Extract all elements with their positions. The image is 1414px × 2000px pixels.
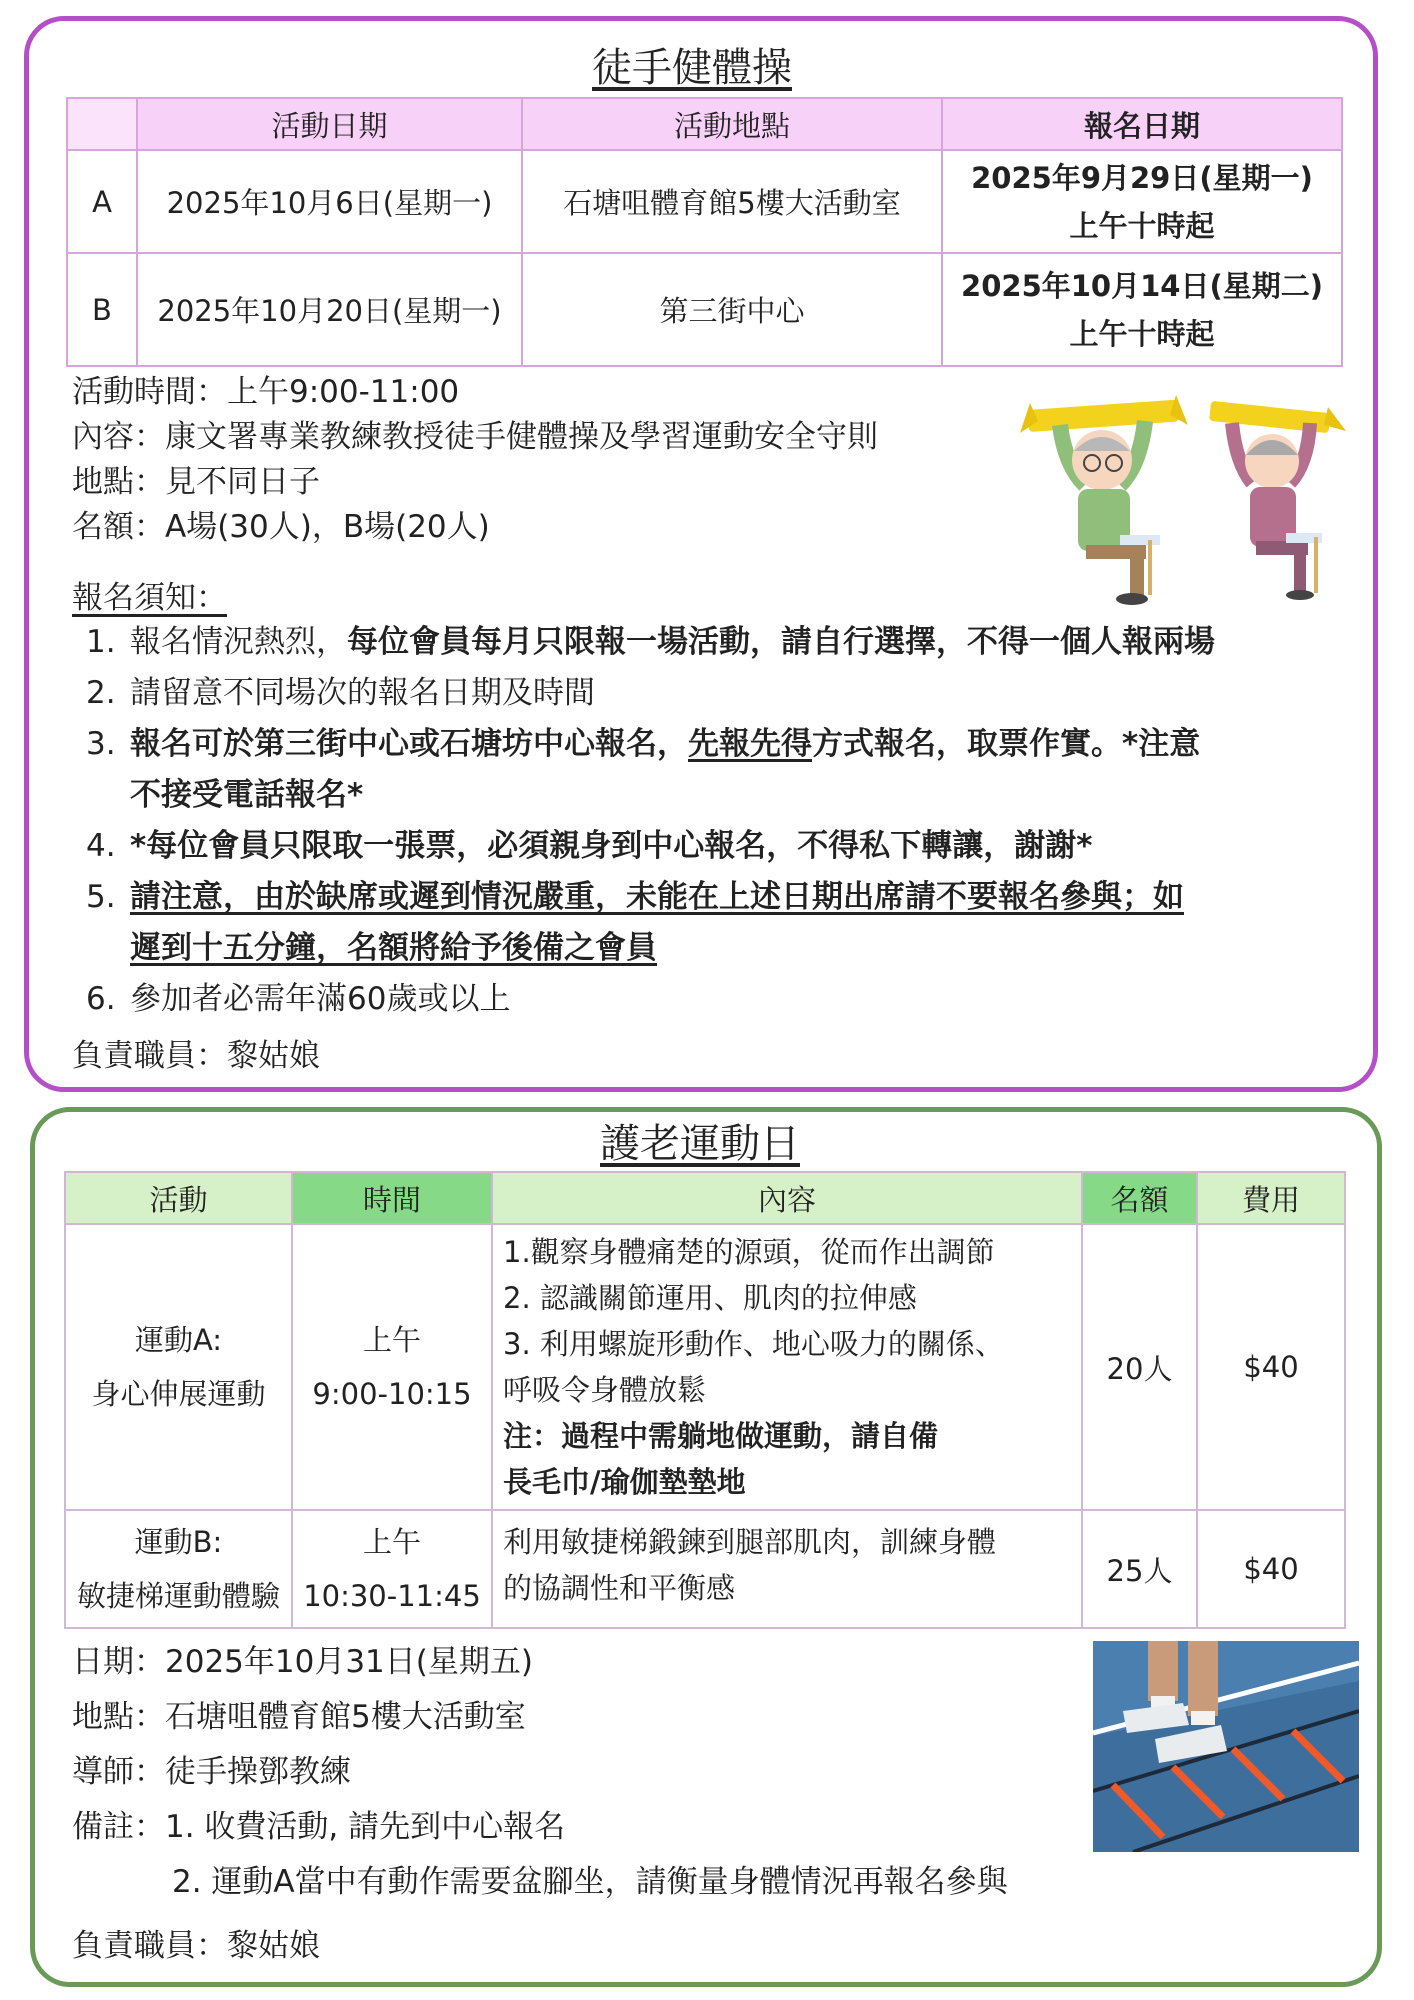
activity-cell <box>65 1224 292 1510</box>
activity-code: 運動A: <box>134 1323 223 1357</box>
notice-underlined-text: 先報先得 <box>688 726 812 762</box>
activity-quota: 名額：A場(30人)，B場(20人) <box>72 509 490 545</box>
table-header-row <box>67 98 1342 150</box>
activity-cell <box>65 1510 292 1628</box>
staff-in-charge: 負責職員：黎姑娘 <box>72 1928 320 1964</box>
event-remark-1: 備註：1. 收費活動, 請先到中心報名 <box>72 1809 566 1845</box>
header-blank <box>67 98 137 150</box>
registration-time: 上午十時起 <box>1069 316 1215 351</box>
time-period: 上午 <box>362 1323 421 1357</box>
event-remark-2: 2. 運動A當中有動作需要盆腳坐，請衡量身體情況再報名參與 <box>172 1864 1008 1900</box>
time-cell <box>292 1224 492 1510</box>
notice-bold-text: 每位會員每月只限報一場活動，請自行選擇，不得一個人報兩場 <box>347 624 1215 660</box>
sports-day-table <box>64 1171 1346 1629</box>
header-venue: 活動地點 <box>522 98 942 150</box>
notice-number: 6. <box>86 981 116 1017</box>
content-cell <box>492 1224 1082 1510</box>
content-line: 1.觀察身體痛楚的源頭，從而作出調節 <box>503 1235 995 1269</box>
notice-number: 3. <box>86 726 116 762</box>
content-note: 長毛巾/瑜伽墊墊地 <box>503 1465 746 1499</box>
notice-underlined-text: 請注意，由於缺席或遲到情況嚴重，未能在上述日期出席請不要報名參與；如 <box>130 879 1184 915</box>
header-date: 活動日期 <box>137 98 522 150</box>
header-content: 內容 <box>492 1172 1082 1224</box>
notice-bold-text: *每位會員只限取一張票，必須親身到中心報名，不得私下轉讓，謝謝* <box>130 828 1093 864</box>
activity-name: 身心伸展運動 <box>91 1377 266 1411</box>
row-date: 2025年10月6日(星期一) <box>137 150 522 253</box>
notice-text: 報名情況熱烈， <box>130 624 347 660</box>
table-header-row <box>65 1172 1345 1224</box>
notice-number: 5. <box>86 879 116 915</box>
row-registration <box>942 150 1342 253</box>
table-row <box>67 150 1342 253</box>
activity-info <box>72 370 878 550</box>
activity-time: 活動時間：上午9:00-11:00 <box>72 374 460 410</box>
notice-item <box>86 821 1336 872</box>
header-fee: 費用 <box>1197 1172 1345 1224</box>
notice-number: 1. <box>86 624 116 660</box>
content-cell <box>492 1510 1082 1628</box>
notice-bold-text: 報名可於第三街中心或石塘坊中心報名， <box>130 726 688 762</box>
time-range: 10:30-11:45 <box>303 1579 481 1613</box>
header-quota: 名額 <box>1082 1172 1197 1224</box>
header-registration: 報名日期 <box>942 98 1342 150</box>
notice-list <box>86 617 1336 1025</box>
notice-number: 4. <box>86 828 116 864</box>
time-cell <box>292 1510 492 1628</box>
event-location: 地點：石塘咀體育館5樓大活動室 <box>72 1699 526 1735</box>
registration-date: 2025年10月14日(星期二) <box>961 268 1323 303</box>
elderly-exercise-illustration <box>1020 385 1350 615</box>
content-line: 利用敏捷梯鍛鍊到腿部肌肉，訓練身體 <box>503 1525 997 1559</box>
fee-cell: $40 <box>1197 1224 1345 1510</box>
content-line: 呼吸令身體放鬆 <box>503 1373 707 1407</box>
event-date: 日期：2025年10月31日(星期五) <box>72 1644 533 1680</box>
notice-text: 請留意不同場次的報名日期及時間 <box>130 675 595 711</box>
notice-text: 參加者必需年滿60歲或以上 <box>130 981 511 1017</box>
section2-title: 護老運動日 <box>600 1121 800 1167</box>
table-row <box>67 253 1342 366</box>
notice-bold-text: 不接受電話報名* <box>130 777 364 813</box>
fee-cell: $40 <box>1197 1510 1345 1628</box>
table-row <box>65 1224 1345 1510</box>
content-line: 的協調性和平衡感 <box>503 1571 736 1605</box>
header-activity: 活動 <box>65 1172 292 1224</box>
notice-item <box>86 617 1336 668</box>
quota-cell: 20人 <box>1082 1224 1197 1510</box>
header-time: 時間 <box>292 1172 492 1224</box>
notice-title: 報名須知： <box>72 580 227 616</box>
activity-code: 運動B: <box>134 1525 223 1559</box>
section1-title: 徒手健體操 <box>592 45 792 91</box>
content-line: 3. 利用螺旋形動作、地心吸力的關係、 <box>503 1327 1004 1361</box>
notice-item <box>86 974 1336 1025</box>
sports-day-info <box>72 1635 1008 1910</box>
time-range: 9:00-10:15 <box>312 1377 472 1411</box>
row-venue: 第三街中心 <box>522 253 942 366</box>
content-note: 注：過程中需躺地做運動，請自備 <box>503 1419 939 1453</box>
content-line: 2. 認識關節運用、肌肉的拉伸感 <box>503 1281 917 1315</box>
notice-bold-text: 方式報名，取票作實。*注意 <box>812 726 1201 762</box>
table-row <box>65 1510 1345 1628</box>
quota-cell: 25人 <box>1082 1510 1197 1628</box>
activity-name: 敏捷梯運動體驗 <box>76 1579 280 1613</box>
notice-item <box>86 872 1336 974</box>
schedule-table <box>66 97 1343 367</box>
activity-content: 內容：康文署專業教練教授徒手健體操及學習運動安全守則 <box>72 419 878 455</box>
staff-in-charge: 負責職員：黎姑娘 <box>72 1038 320 1074</box>
row-venue: 石塘咀體育館5樓大活動室 <box>522 150 942 253</box>
registration-date: 2025年9月29日(星期一) <box>971 160 1313 195</box>
notice-number: 2. <box>86 675 116 711</box>
agility-ladder-photo <box>1093 1641 1359 1852</box>
row-label: B <box>67 253 137 366</box>
registration-time: 上午十時起 <box>1069 208 1215 243</box>
event-instructor: 導師：徒手操鄧教練 <box>72 1754 351 1790</box>
activity-location: 地點：見不同日子 <box>72 464 320 500</box>
row-label: A <box>67 150 137 253</box>
row-date: 2025年10月20日(星期一) <box>137 253 522 366</box>
row-registration <box>942 253 1342 366</box>
time-period: 上午 <box>362 1525 421 1559</box>
notice-underlined-text: 遲到十五分鐘，名額將給予後備之會員 <box>130 930 657 966</box>
notice-item <box>86 719 1336 821</box>
notice-item <box>86 668 1336 719</box>
